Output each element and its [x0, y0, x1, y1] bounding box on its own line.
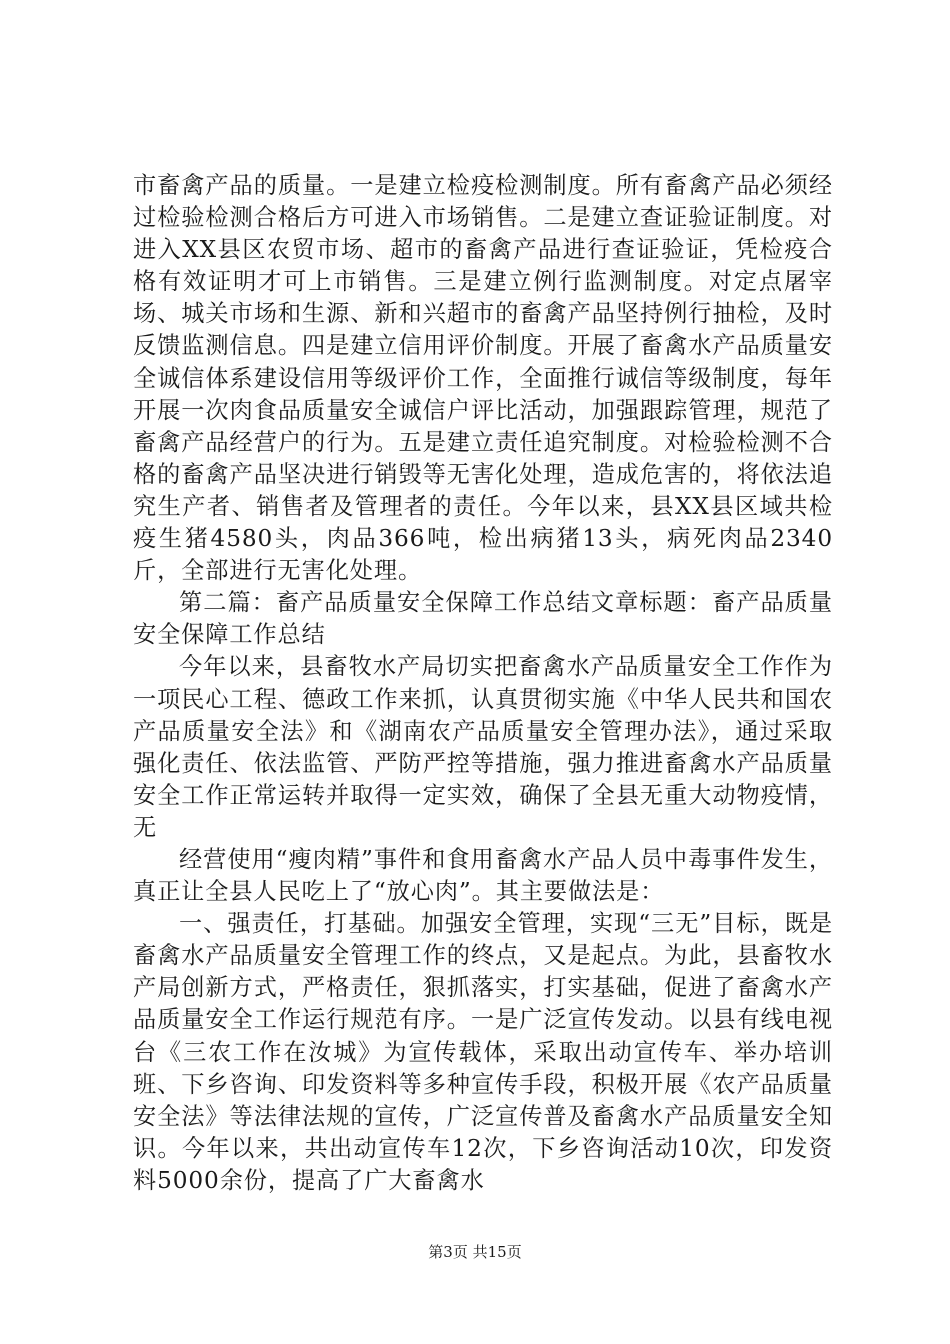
paragraph: 今年以来，县畜牧水产局切实把畜禽水产品质量安全工作作为一项民心工程、德政工作来抓，认真贯彻实施《中华人民共和国农产品质量安全法》和《湖南农产品质量安全管理办法》，通过采取强化责任、依法监管、严防严控等措施，强力推进畜禽水产品质量安全工作正常运转并取得一定实效，确保了全县无重大动物疫情，无 — [133, 653, 833, 841]
paragraph: 一、强责任，打基础。加强安全管理，实现“三无”目标，既是畜禽水产品质量安全管理工作的终点，又是起点。为此，县畜牧水产局创新方式，严格责任，狠抓落实，打实基础，促进了畜禽水产品质量安全工作运行规范有序。一是广泛宣传发动。以县有线电视台《三农工作在汝城》为宣传载体，采取出动宣传车、举办培训班、下乡咨询、印发资料等多种宣传手段，积极开展《农产品质量安全法》等法律法规的宣传，广泛宣传普及畜禽水产品质量安全知识。今年以来，共出动宣传车12次，下乡咨询活动10次，印发资料5000余份，提高了广大畜禽水 — [133, 910, 833, 1194]
page-footer: 第3页 共15页 — [428, 1243, 522, 1261]
section-heading: 第二篇：畜产品质量安全保障工作总结文章标题：畜产品质量安全保障工作总结 — [133, 589, 833, 649]
paragraph-continued: 市畜禽产品的质量。一是建立检疫检测制度。所有畜禽产品必须经过检验检测合格后方可进入市场销售。二是建立查证验证制度。对进入XX县区农贸市场、超市的畜禽产品进行查证验证，凭检疫合格有效证明才可上市销售。三是建立例行监测制度。对定点屠宰场、城关市场和生源、新和兴超市的畜禽产品坚持例行抽检，及时反馈监测信息。四是建立信用评价制度。开展了畜禽水产品质量安全诚信体系建设信用等级评价工作，全面推行诚信等级制度，每年开展一次肉食品质量安全诚信户评比活动，加强跟踪管理，规范了畜禽产品经营户的行为。五是建立责任追究制度。对检验检测不合格的畜禽产品坚决进行销毁等无害化处理，造成危害的，将依法追究生产者、销售者及管理者的责任。今年以来，县XX县区域共检疫生猪4580头，肉品366吨，检出病猪13头，病死肉品2340斤，全部进行无害化处理。 — [133, 172, 833, 585]
paragraph: 经营使用“瘦肉精”事件和食用畜禽水产品人员中毒事件发生，真正让全县人民吃上了“放心肉”。其主要做法是： — [133, 845, 833, 906]
document-body — [133, 170, 833, 1197]
